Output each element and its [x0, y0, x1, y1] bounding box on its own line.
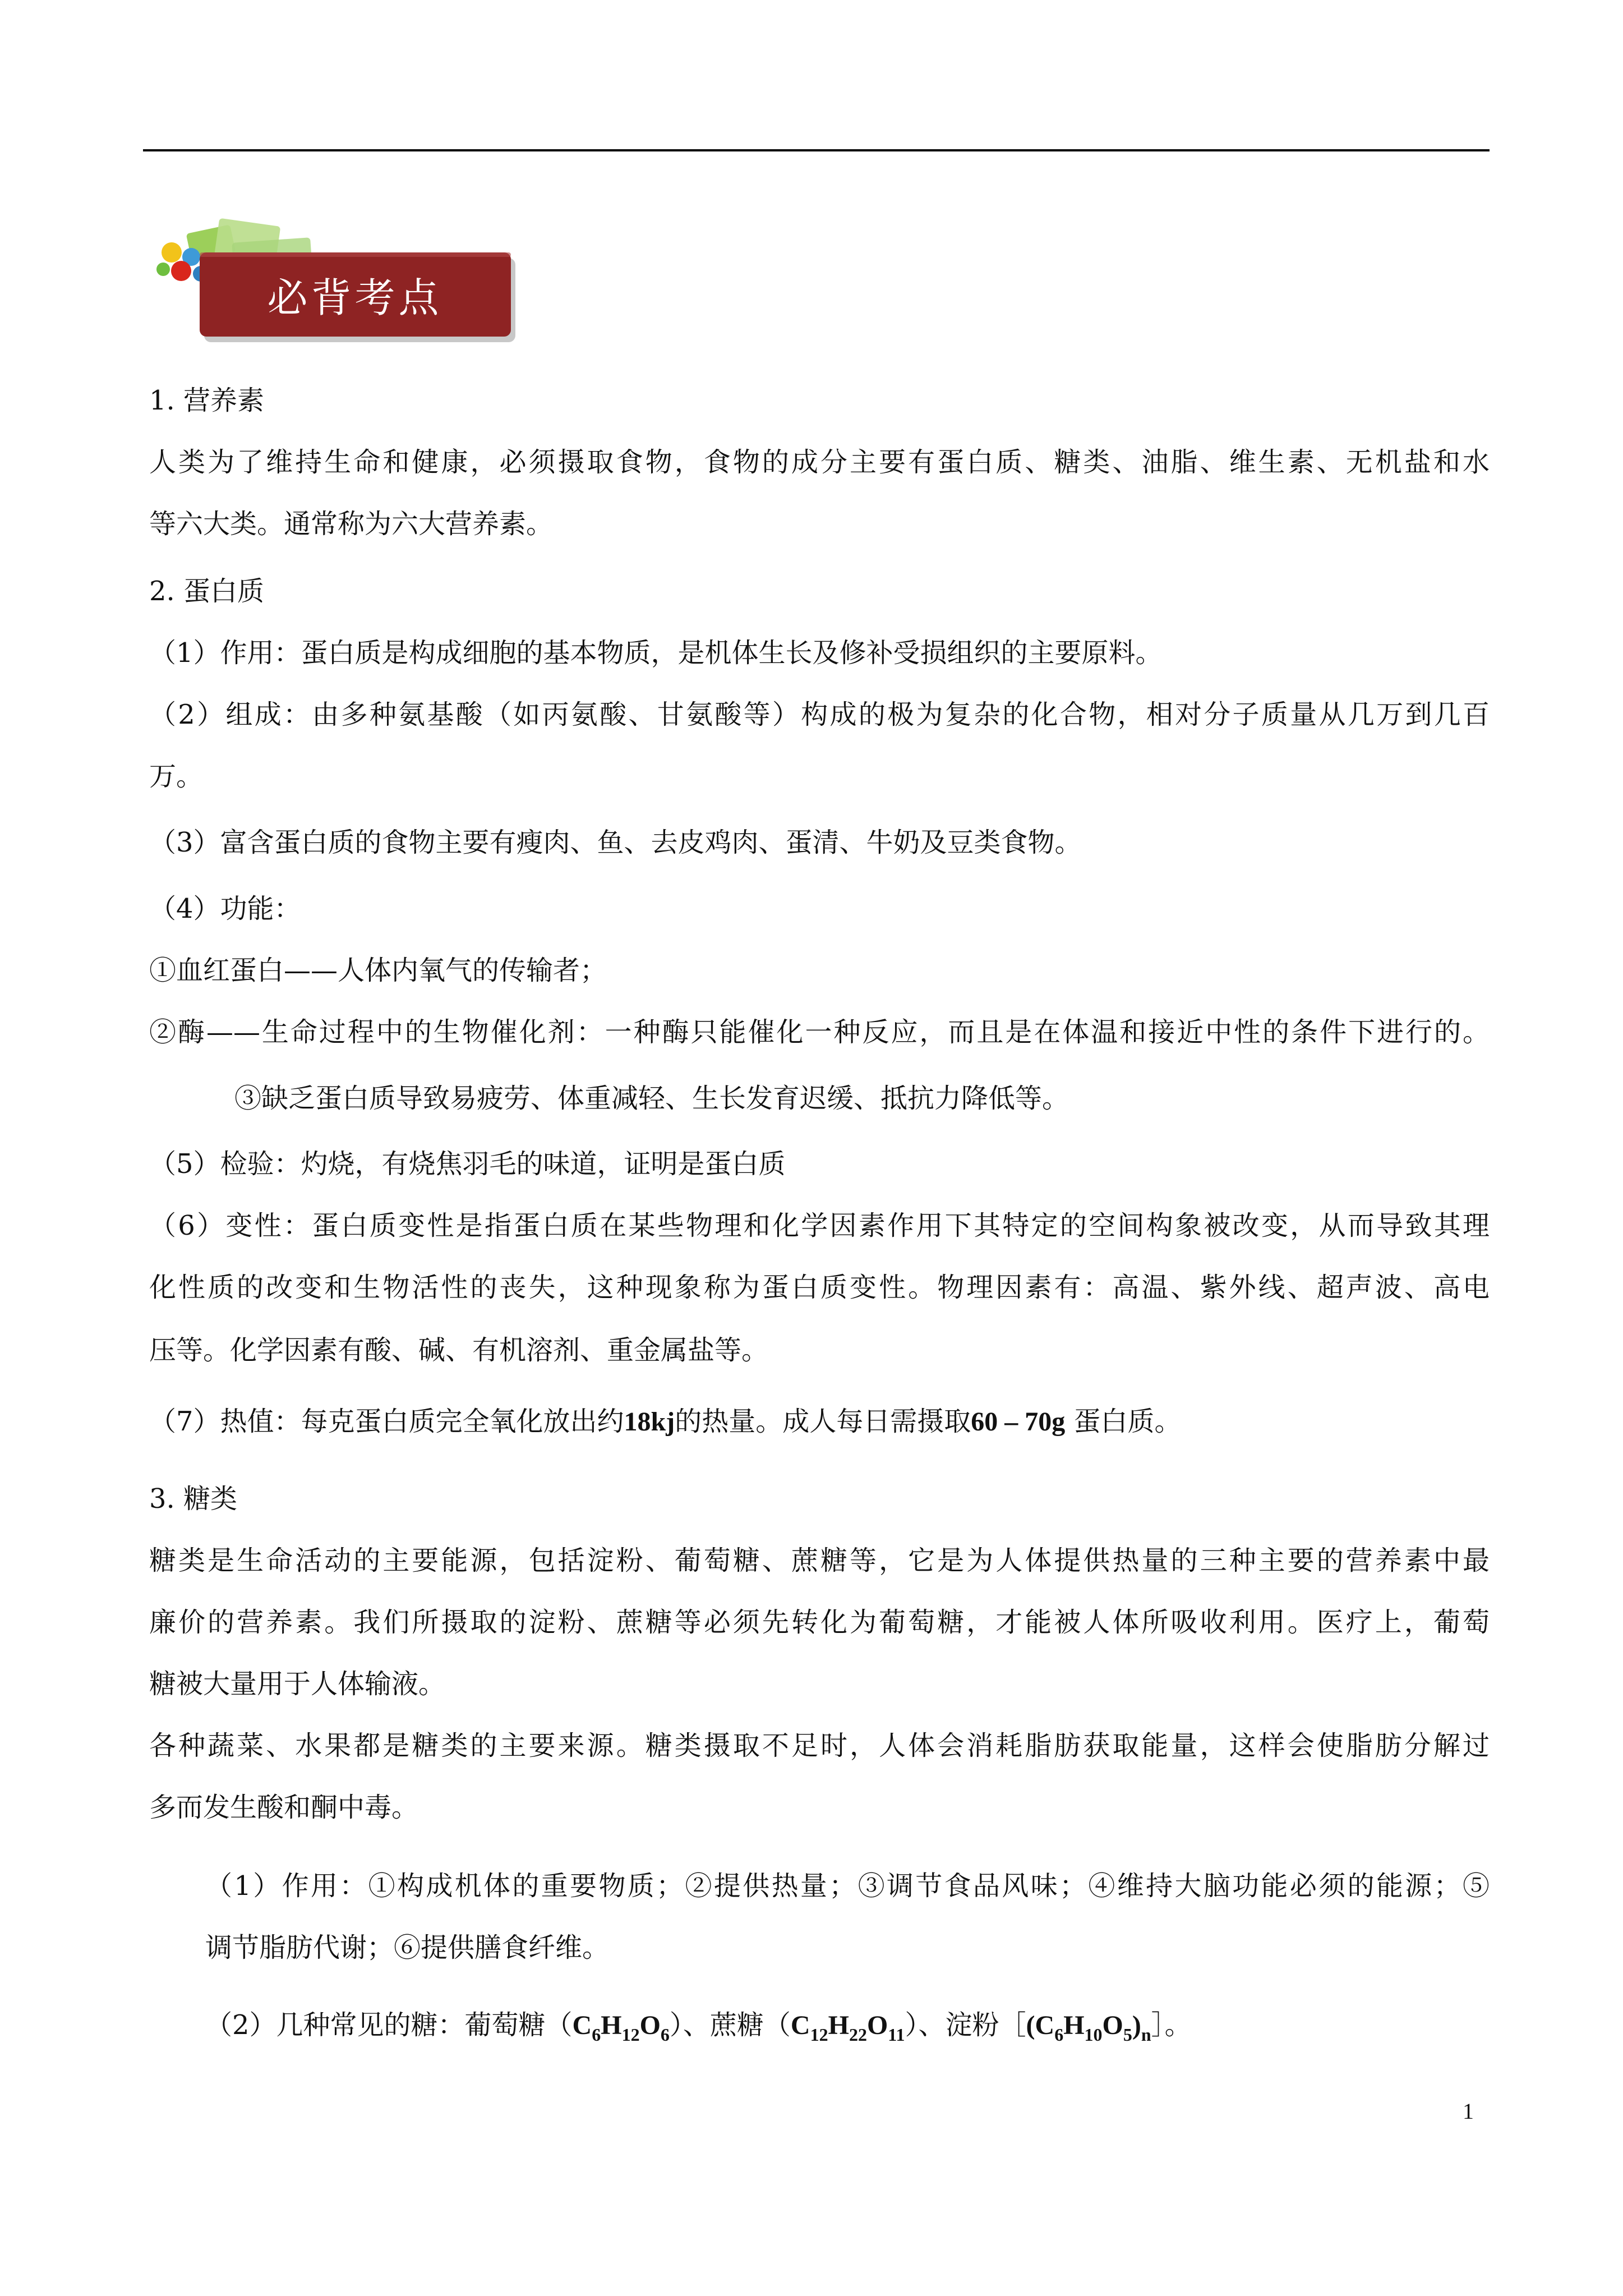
text-run: ）、淀粉［	[905, 2009, 1026, 2041]
header-rule	[143, 149, 1490, 151]
paragraph-line: 糖类是生命活动的主要能源，包括淀粉、葡萄糖、蔗糖等，它是为人体提供热量的三种主要的营养素中最	[149, 1545, 1490, 1576]
heading-nutrients: 1. 营养素	[149, 385, 265, 416]
formula-sucrose: $C_{12}H_{22}O_{11}$	[790, 2010, 905, 2045]
function-item: ②酶——生命过程中的生物催化剂：一种酶只能催化一种反应，而且是在体温和接近中性的条件下进行的。	[149, 1016, 1490, 1048]
formula-starch: $(C_6H_{10}O_5)_n$	[1026, 2010, 1151, 2045]
paragraph-line: 各种蔬菜、水果都是糖类的主要来源。糖类摄取不足时，人体会消耗脂肪获取能量，这样会使脂肪分解过	[149, 1730, 1490, 1761]
list-item: （6）变性：蛋白质变性是指蛋白质在某些物理和化学因素作用下其特定的空间构象被改变，从而导致其理	[149, 1210, 1490, 1241]
list-item: （3）富含蛋白质的食物主要有瘦肉、鱼、去皮鸡肉、蛋清、牛奶及豆类食物。	[149, 827, 1082, 858]
text-run: ］。	[1151, 2009, 1192, 2041]
paragraph-line: 廉价的营养素。我们所摄取的淀粉、蔗糖等必须先转化为葡萄糖，才能被人体所吸收利用。医疗上，葡萄	[149, 1607, 1490, 1638]
paragraph-line: 等六大类。通常称为六大营养素。	[149, 508, 554, 540]
text-run: （7）热值：每克蛋白质完全氧化放出约	[149, 1406, 624, 1437]
list-item: （1）作用：蛋白质是构成细胞的基本物质，是机体生长及修补受损组织的主要原料。	[149, 637, 1163, 669]
list-item: （5）检验：灼烧，有烧焦羽毛的味道，证明是蛋白质	[149, 1148, 786, 1180]
text-run: 蛋白质。	[1065, 1406, 1182, 1437]
paragraph-line: 糖被大量用于人体输液。	[149, 1668, 446, 1700]
list-item-heat-value	[149, 1404, 1182, 1440]
text-run: （2）几种常见的糖：葡萄糖（	[205, 2009, 573, 2041]
function-item: ③缺乏蛋白质导致易疲劳、体重减轻、生长发育迟缓、抵抗力降低等。	[234, 1083, 1069, 1114]
heading-carbohydrates: 3. 糖类	[149, 1483, 238, 1515]
paragraph-line: 多而发生酸和酮中毒。	[149, 1792, 419, 1823]
paragraph-line: 人类为了维持生命和健康，必须摄取食物，食物的成分主要有蛋白质、糖类、油脂、维生素、无机盐和水	[149, 447, 1490, 478]
list-item-sugars	[205, 2007, 1192, 2053]
value-energy: 18kj	[624, 1407, 675, 1437]
list-item: （4）功能：	[149, 893, 301, 924]
formula-glucose: $C_6H_{12}O_6$	[572, 2010, 670, 2045]
list-item: （2）组成：由多种氨基酸（如丙氨酸、甘氨酸等）构成的极为复杂的化合物，相对分子质量从几万到几百	[149, 699, 1490, 730]
list-item: （1）作用：①构成机体的重要物质；②提供热量；③调节食品风味；④维持大脑功能必须的能源；⑤	[205, 1870, 1490, 1902]
heading-protein: 2. 蛋白质	[149, 576, 265, 607]
list-item-continued: 调节脂肪代谢；⑥提供膳食纤维。	[205, 1932, 610, 1963]
text-run: ）、蔗糖（	[669, 2009, 791, 2041]
list-item-continued: 万。	[149, 761, 204, 792]
list-item-continued: 压等。化学因素有酸、碱、有机溶剂、重金属盐等。	[149, 1335, 769, 1366]
value-intake: 60 – 70g	[971, 1407, 1066, 1437]
function-item: ①血红蛋白——人体内氧气的传输者；	[149, 955, 607, 986]
page-number: 1	[1463, 2099, 1474, 2124]
text-run: 的热量。成人每日需摄取	[675, 1406, 971, 1437]
list-item-continued: 化性质的改变和生物活性的丧失，这种现象称为蛋白质变性。物理因素有：高温、紫外线、超声波、高电	[149, 1272, 1490, 1303]
banner-title: 必背考点	[267, 274, 442, 321]
